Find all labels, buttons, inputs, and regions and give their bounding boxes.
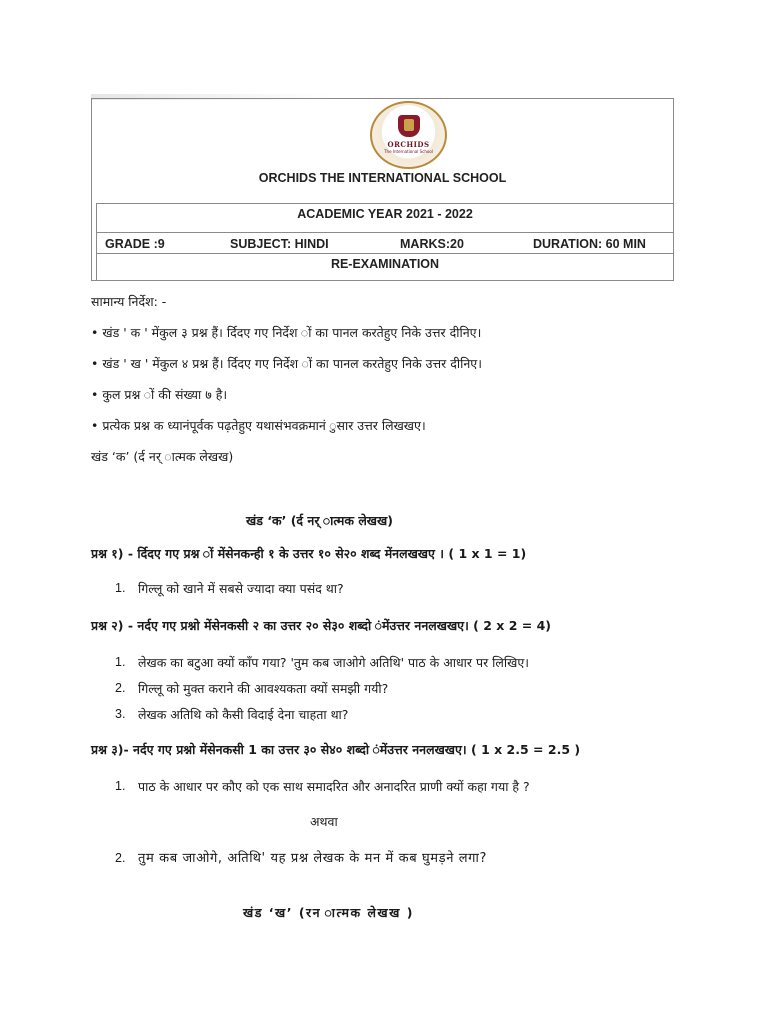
table-divider (96, 232, 674, 233)
crest-icon (398, 115, 420, 137)
question-item: लेखक अतिथि को कैसी विदाई देना चाहता था? (138, 707, 349, 722)
or-separator: अथवा (310, 814, 338, 829)
question-item: तुम कब जाओगे, अतिथि' यह प्रश्न लेखक के मन में कब घुमड़ने लगा? (138, 851, 487, 866)
question-2-prompt: प्रश्न २) - नर्दए गए प्रश्नो मेंसेनकसी २ का उत्तर २० से३० शब्दो ंमेंउत्तर ननलखखए। ( 2 x 2 = 4) (91, 618, 551, 633)
instruction-item: • प्रत्येक प्रश्न क ध्यानंपूर्वक पढ़तेहुए यथासंभवक्रमानं ुसार उत्तर लिखखए। (91, 418, 426, 433)
instruction-item: • खंड ' क ' मेंकुल ३ प्रश्न हैं। र्दिदए गए निर्देश ों का पानल करतेहुए निके उत्तर दीनिए। (91, 325, 482, 340)
list-number: 1. (115, 655, 126, 669)
section-note: खंड ‘क’ (र्द नर् ात्मक लेखख) (91, 449, 234, 464)
table-divider (96, 203, 674, 204)
question-item: पाठ के आधार पर कौए को एक साथ समादरित और अनादरित प्राणी क्यों कहा गया है ? (138, 779, 530, 794)
table-divider (96, 253, 674, 254)
subject-label: SUBJECT: HINDI (230, 237, 329, 251)
exam-type: RE-EXAMINATION (330, 257, 440, 271)
question-item: लेखक का बटुआ क्यों काँप गया? 'तुम कब जाओगे अतिथि' पाठ के आधार पर लिखिए। (138, 655, 529, 670)
list-number: 1. (115, 779, 126, 793)
list-number: 1. (115, 581, 126, 595)
list-number: 2. (115, 851, 126, 865)
question-1-prompt: प्रश्न १) - र्दिदए गए प्रश्न ों मेंसेनकन्ही १ के उत्तर १० से२० शब्द मेंनलखखए । ( 1 x 1 = 1) (91, 546, 527, 561)
instruction-item: • खंड ' ख ' मेंकुल ४ प्रश्न हैं। र्दिदए गए निर्देश ों का पानल करतेहुए निके उत्तर दीनिए। (91, 356, 482, 371)
instructions-heading: सामान्य निर्देश: - (91, 294, 167, 309)
question-item: गिल्लू को खाने में सबसे ज्यादा क्या पसंद था? (138, 581, 344, 596)
school-name: ORCHIDS THE INTERNATIONAL SCHOOL (258, 171, 507, 185)
section-b-title: खंड ‘ख’ (रन ात्मक लेखख ) (243, 905, 414, 920)
marks-label: MARKS:20 (400, 237, 464, 251)
logo-text: ORCHIDS (387, 140, 430, 149)
logo-subtext: The International School (384, 149, 433, 154)
section-a-title: खंड ‘क’ (र्द नर् ात्मक लेखख) (246, 513, 393, 528)
question-3-prompt: प्रश्न ३)- नर्दए गए प्रश्नो मेंसेनकसी 1 का उत्तर ३० से४० शब्दो ंमेंउत्तर ननलखखए। ( 1 x 2.5 = 2.5 ) (91, 742, 581, 757)
question-item: गिल्लू को मुक्त कराने की आवश्यकता क्यों समझी गयी? (138, 681, 389, 696)
school-logo (370, 101, 447, 169)
grade-label: GRADE :9 (105, 237, 165, 251)
duration-label: DURATION: 60 MIN (533, 237, 646, 251)
academic-year: ACADEMIC YEAR 2021 - 2022 (297, 207, 473, 221)
list-number: 3. (115, 707, 126, 721)
instruction-item: • कुल प्रश्न ों की संख्या ७ है। (91, 387, 228, 402)
list-number: 2. (115, 681, 126, 695)
